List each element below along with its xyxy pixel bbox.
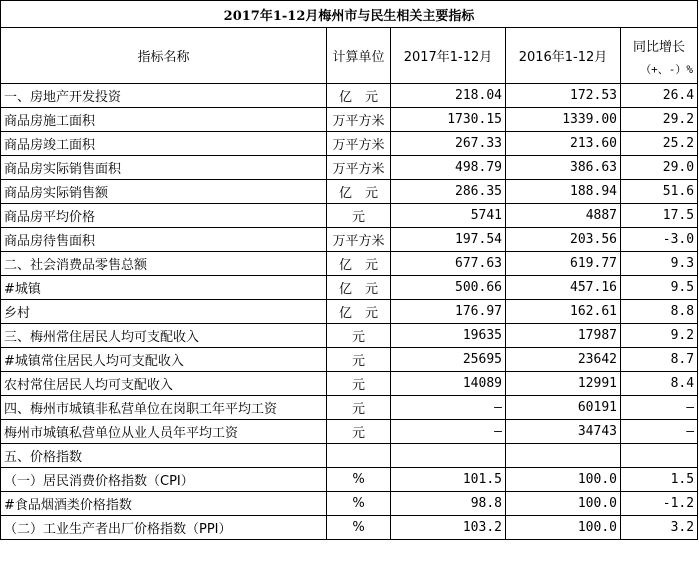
- row-value-2016: 17987: [506, 324, 621, 348]
- row-value-2016: 203.56: [506, 228, 621, 252]
- row-name: 二、社会消费品零售总额: [1, 252, 327, 276]
- row-growth: 25.2: [621, 132, 698, 156]
- table-row: [1, 420, 698, 444]
- header-row: [1, 28, 698, 84]
- row-name: #城镇: [1, 276, 327, 300]
- row-unit: 万平方米: [327, 156, 391, 180]
- row-value-2016: [506, 444, 621, 468]
- table-row: [1, 276, 698, 300]
- table-row: [1, 324, 698, 348]
- table-row: [1, 252, 698, 276]
- row-unit: %: [327, 468, 391, 492]
- row-value-2017: 14089: [391, 372, 506, 396]
- row-value-2017: 498.79: [391, 156, 506, 180]
- row-name: 农村常住居民人均可支配收入: [1, 372, 327, 396]
- row-value-2017: 218.04: [391, 84, 506, 108]
- row-growth: 9.3: [621, 252, 698, 276]
- row-growth: 51.6: [621, 180, 698, 204]
- table-row: [1, 348, 698, 372]
- row-value-2016: 60191: [506, 396, 621, 420]
- row-growth: 29.0: [621, 156, 698, 180]
- row-name: 商品房待售面积: [1, 228, 327, 252]
- row-unit: 元: [327, 348, 391, 372]
- row-name: 三、梅州常住居民人均可支配收入: [1, 324, 327, 348]
- row-name: 商品房平均价格: [1, 204, 327, 228]
- row-name: 五、价格指数: [1, 444, 327, 468]
- row-growth: 17.5: [621, 204, 698, 228]
- table-row: [1, 108, 698, 132]
- row-unit: [327, 444, 391, 468]
- row-value-2017: —: [391, 420, 506, 444]
- row-name: #食品烟酒类价格指数: [1, 492, 327, 516]
- row-unit: 万平方米: [327, 108, 391, 132]
- table-row: [1, 156, 698, 180]
- header-growth-label: 同比增长: [633, 40, 686, 55]
- row-unit: 亿 元: [327, 276, 391, 300]
- row-value-2016: 386.63: [506, 156, 621, 180]
- row-unit: 元: [327, 396, 391, 420]
- row-growth: 9.5: [621, 276, 698, 300]
- row-growth: 26.4: [621, 84, 698, 108]
- row-growth: 9.2: [621, 324, 698, 348]
- row-unit: %: [327, 516, 391, 540]
- row-name: 商品房竣工面积: [1, 132, 327, 156]
- row-value-2016: 188.94: [506, 180, 621, 204]
- row-name: 梅州市城镇私营单位从业人员年平均工资: [1, 420, 327, 444]
- row-value-2016: 4887: [506, 204, 621, 228]
- row-value-2016: 619.77: [506, 252, 621, 276]
- table-row: [1, 132, 698, 156]
- row-name: 四、梅州市城镇非私营单位在岗职工年平均工资: [1, 396, 327, 420]
- title-row: [1, 1, 698, 28]
- row-unit: 元: [327, 420, 391, 444]
- row-name: 商品房实际销售额: [1, 180, 327, 204]
- row-value-2017: 267.33: [391, 132, 506, 156]
- row-name: 乡村: [1, 300, 327, 324]
- row-value-2017: [391, 444, 506, 468]
- row-value-2017: 5741: [391, 204, 506, 228]
- table-row: [1, 468, 698, 492]
- table-row: [1, 300, 698, 324]
- header-2016: 2016年1-12月: [506, 28, 621, 84]
- row-value-2017: 103.2: [391, 516, 506, 540]
- row-growth: 3.2: [621, 516, 698, 540]
- row-growth: 1.5: [621, 468, 698, 492]
- row-value-2017: 677.63: [391, 252, 506, 276]
- row-unit: 元: [327, 372, 391, 396]
- row-unit: %: [327, 492, 391, 516]
- row-value-2017: —: [391, 396, 506, 420]
- table-row: [1, 396, 698, 420]
- row-unit: 万平方米: [327, 228, 391, 252]
- row-unit: 亿 元: [327, 180, 391, 204]
- header-growth-sub: （+、-）%: [640, 63, 694, 76]
- row-unit: 元: [327, 204, 391, 228]
- row-unit: 元: [327, 324, 391, 348]
- row-name: （二）工业生产者出厂价格指数（PPI）: [1, 516, 327, 540]
- row-value-2017: 101.5: [391, 468, 506, 492]
- row-name: #城镇常住居民人均可支配收入: [1, 348, 327, 372]
- row-value-2016: 172.53: [506, 84, 621, 108]
- row-value-2017: 19635: [391, 324, 506, 348]
- row-value-2017: 98.8: [391, 492, 506, 516]
- table-row: [1, 84, 698, 108]
- row-value-2016: 162.61: [506, 300, 621, 324]
- row-name: （一）居民消费价格指数（CPI）: [1, 468, 327, 492]
- row-value-2017: 1730.15: [391, 108, 506, 132]
- row-growth: -3.0: [621, 228, 698, 252]
- row-value-2016: 100.0: [506, 492, 621, 516]
- table-row: [1, 204, 698, 228]
- header-2017: 2017年1-12月: [391, 28, 506, 84]
- table-row: [1, 516, 698, 540]
- table-row: [1, 180, 698, 204]
- row-value-2016: 1339.00: [506, 108, 621, 132]
- header-unit: 计算单位: [327, 28, 391, 84]
- row-value-2017: 500.66: [391, 276, 506, 300]
- row-value-2016: 23642: [506, 348, 621, 372]
- row-name: 商品房实际销售面积: [1, 156, 327, 180]
- row-value-2017: 176.97: [391, 300, 506, 324]
- table-title: 2017年1-12月梅州市与民生相关主要指标: [1, 1, 698, 28]
- row-unit: 亿 元: [327, 300, 391, 324]
- header-indicator-name: 指标名称: [1, 28, 327, 84]
- row-growth: 8.7: [621, 348, 698, 372]
- row-unit: 亿 元: [327, 84, 391, 108]
- row-growth: 29.2: [621, 108, 698, 132]
- row-value-2016: 100.0: [506, 468, 621, 492]
- row-value-2016: 34743: [506, 420, 621, 444]
- row-value-2017: 286.35: [391, 180, 506, 204]
- table-row: [1, 372, 698, 396]
- row-name: 商品房施工面积: [1, 108, 327, 132]
- table-row: [1, 228, 698, 252]
- row-unit: 亿 元: [327, 252, 391, 276]
- row-value-2016: 457.16: [506, 276, 621, 300]
- header-growth: [621, 28, 698, 84]
- table-row: [1, 444, 698, 468]
- row-value-2017: 197.54: [391, 228, 506, 252]
- row-growth: [621, 444, 698, 468]
- row-unit: 万平方米: [327, 132, 391, 156]
- row-growth: -1.2: [621, 492, 698, 516]
- row-value-2016: 100.0: [506, 516, 621, 540]
- row-name: 一、房地产开发投资: [1, 84, 327, 108]
- row-value-2017: 25695: [391, 348, 506, 372]
- row-growth: 8.8: [621, 300, 698, 324]
- table-row: [1, 492, 698, 516]
- row-growth: 8.4: [621, 372, 698, 396]
- row-growth: —: [621, 396, 698, 420]
- row-growth: —: [621, 420, 698, 444]
- row-value-2016: 213.60: [506, 132, 621, 156]
- row-value-2016: 12991: [506, 372, 621, 396]
